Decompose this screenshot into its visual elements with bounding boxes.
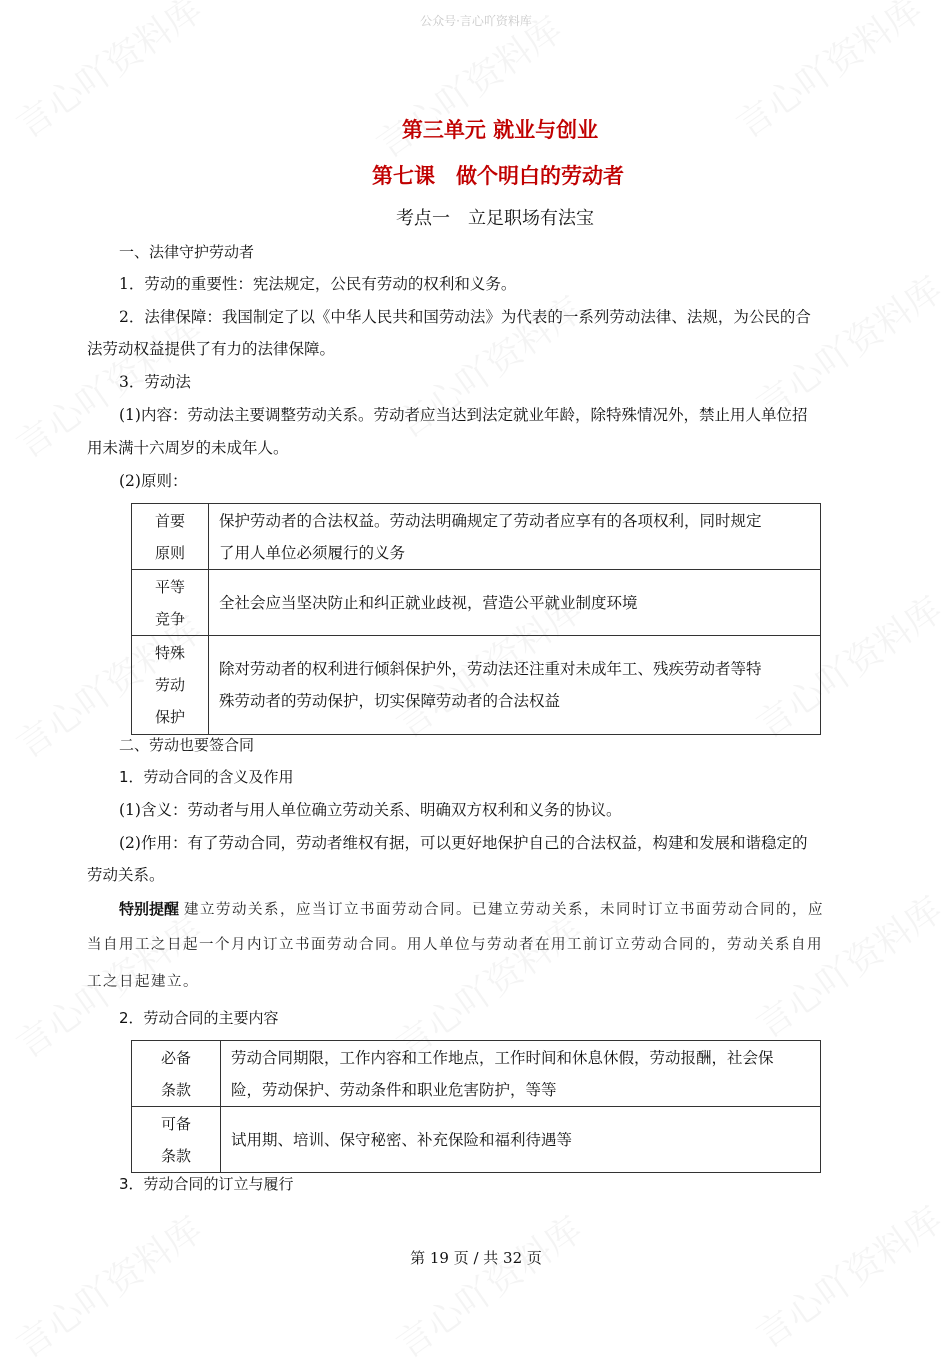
table-key: 首要 原则 xyxy=(132,504,209,570)
note-text: 当自用工之日起一个月内订立书面劳动合同。用人单位与劳动者在用工前订立劳动合同的，劳动关系自用 xyxy=(87,937,823,953)
section-heading: 一、法律守护劳动者 xyxy=(119,243,255,261)
paragraph: 用未满十六周岁的未成年人。 xyxy=(87,439,289,457)
subheading: 1．劳动合同的含义及作用 xyxy=(119,768,294,786)
page-number: 第 19 页 / 共 32 页 xyxy=(410,1249,542,1267)
note-text: 建立劳动关系，应当订立书面劳动合同。已建立劳动关系，未同时订立书面劳动合同的，应 xyxy=(183,902,824,918)
watermark xyxy=(745,1193,951,1359)
note-label: 特别提醒 xyxy=(119,900,180,918)
table-value: 劳动合同期限，工作内容和工作地点，工作时间和休息休假，劳动报酬，社会保 险，劳动保护、劳动条件和职业危害防护，等等 xyxy=(221,1041,821,1107)
header-watermark: 公众号·言心吖资料库 xyxy=(420,14,532,28)
paragraph: 劳动关系。 xyxy=(87,866,165,884)
table-key: 特殊 劳动 保护 xyxy=(132,636,209,735)
paragraph: 法劳动权益提供了有力的法律保障。 xyxy=(87,340,336,358)
table-key: 平等 竞争 xyxy=(132,570,209,636)
paragraph: 1．劳动的重要性：宪法规定，公民有劳动的权利和义务。 xyxy=(119,275,517,293)
note-text: 工之日起建立。 xyxy=(87,974,199,990)
table-value: 除对劳动者的权利进行倾斜保护外，劳动法还注重对未成年工、残疾劳动者等特 殊劳动者的劳动保护，切实保障劳动者的合法权益 xyxy=(209,636,821,735)
section-heading: 二、劳动也要签合同 xyxy=(119,736,255,754)
watermark xyxy=(5,1203,211,1368)
table-value: 全社会应当坚决防止和纠正就业歧视，营造公平就业制度环境 xyxy=(209,570,821,636)
table-value: 保护劳动者的合法权益。劳动法明确规定了劳动者应享有的各项权利，同时规定 了用人单位必须履行的义务 xyxy=(209,504,821,570)
unit-title: 第三单元 就业与创业 xyxy=(401,118,599,142)
table-value: 试用期、培训、保守秘密、补充保险和福利待遇等 xyxy=(221,1107,821,1173)
table-key: 可备 条款 xyxy=(132,1107,221,1173)
watermark xyxy=(385,1203,591,1368)
contract-content-table xyxy=(131,1040,821,1173)
paragraph: (1)内容：劳动法主要调整劳动关系。劳动者应当达到法定就业年龄，除特殊情况外，禁止用人单位招 xyxy=(119,406,808,424)
paragraph: 3．劳动法 xyxy=(119,373,191,391)
table-row xyxy=(132,570,821,636)
subheading: 3．劳动合同的订立与履行 xyxy=(119,1175,294,1193)
paragraph: (2)原则： xyxy=(119,472,188,490)
point-title: 考点一 立足职场有法宝 xyxy=(396,208,594,229)
table-row xyxy=(132,1107,821,1173)
table-row xyxy=(132,1041,821,1107)
table-row xyxy=(132,504,821,570)
table-key: 必备 条款 xyxy=(132,1041,221,1107)
paragraph: (1)含义：劳动者与用人单位确立劳动关系、明确双方权利和义务的协议。 xyxy=(119,801,622,819)
paragraph: 2．法律保障：我国制定了以《中华人民共和国劳动法》为代表的一系列劳动法律、法规，为公民的合 xyxy=(119,308,811,326)
table-row xyxy=(132,636,821,735)
paragraph: (2)作用：有了劳动合同，劳动者维权有据，可以更好地保护自己的合法权益，构建和发展和谐稳定的 xyxy=(119,834,808,852)
note xyxy=(119,899,899,920)
lesson-title: 第七课 做个明白的劳动者 xyxy=(372,164,624,188)
principles-table xyxy=(131,503,821,735)
subheading: 2．劳动合同的主要内容 xyxy=(119,1009,279,1027)
